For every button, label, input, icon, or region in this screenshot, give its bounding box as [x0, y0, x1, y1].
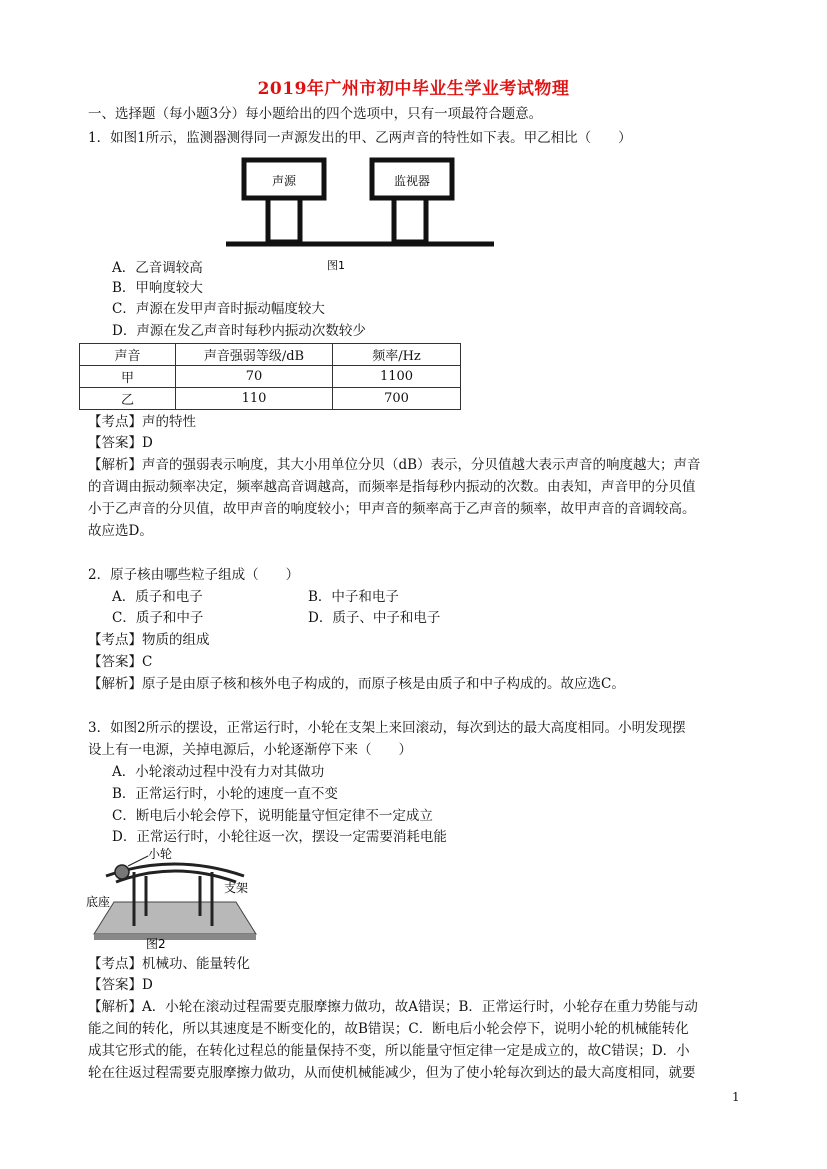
q1-analysis-line: 小于乙声音的分贝值，故甲声音的响度较小；甲声音的频率高于乙声音的频率，故甲声音的音调较高。 — [88, 501, 696, 517]
q1-option-a: A．乙音调较高 — [112, 260, 203, 276]
page-title: 2019年广州市初中毕业生学业考试物理 — [257, 79, 570, 99]
q2-stem: 2．原子核由哪些粒子组成（ ） — [88, 567, 300, 583]
q3-option-a: A．小轮滚动过程中没有力对其做功 — [112, 764, 325, 780]
stand-label: 支架 — [224, 881, 249, 895]
q3-stem-line: 设上有一电源，关掉电源后，小轮逐渐停下来（ ） — [88, 742, 412, 758]
base-edge — [94, 934, 256, 940]
q2-option-c: C．质子和中子 — [112, 610, 204, 626]
source-stand — [268, 198, 300, 242]
q2-option-d: D．质子、中子和电子 — [308, 610, 441, 626]
q3-option-b: B．正常运行时，小轮的速度一直不变 — [112, 786, 338, 802]
q3-stem-line: 3．如图2所示的摆设，正常运行时，小轮在支架上来回滚动，每次到达的最大高度相同。小明发现摆 — [88, 720, 686, 736]
leader-line — [128, 856, 148, 866]
q3-analysis-line: 【解析】A．小轮在滚动过程需要克服摩擦力做功，故A错误；B．正常运行时，小轮存在重力势能与动 — [88, 999, 698, 1015]
q3-option-d: D．正常运行时，小轮往返一次，摆设一定需要消耗电能 — [112, 829, 447, 845]
table-cell: 700 — [333, 388, 461, 410]
q1-table — [79, 343, 461, 410]
q2-analysis: 【解析】原子是由原子核和核外电子构成的，而原子核是由质子和中子构成的。故应选C。 — [88, 676, 625, 692]
q3-option-c: C．断电后小轮会停下，说明能量守恒定律不一定成立 — [112, 808, 433, 824]
page-number: 1 — [732, 1090, 740, 1104]
q2-kaodian: 【考点】物质的组成 — [88, 632, 210, 648]
table-header-row — [80, 344, 461, 366]
q1-analysis-line: 故应选D。 — [88, 523, 153, 539]
q3-analysis-line: 成其它形式的能，在转化过程总的能量保持不变，所以能量守恒定律一定是成立的，故C错误；D．小 — [88, 1043, 690, 1059]
figure-1-caption: 图1 — [327, 259, 345, 272]
q1-kaodian: 【考点】声的特性 — [88, 414, 196, 430]
wheel-icon — [115, 865, 129, 879]
table-cell: 1100 — [333, 366, 461, 388]
monitor-stand — [394, 198, 426, 242]
monitor-label: 监视器 — [393, 174, 431, 188]
q2-option-b: B．中子和电子 — [308, 589, 399, 605]
q1-option-c: C．声源在发甲声音时振动幅度较大 — [112, 301, 325, 317]
q1-answer: 【答案】D — [88, 435, 153, 451]
q3-kaodian: 【考点】机械功、能量转化 — [88, 956, 250, 972]
section-heading: 一、选择题（每小题3分）每小题给出的四个选项中，只有一项最符合题意。 — [88, 106, 543, 122]
base-label: 底座 — [86, 895, 111, 909]
q1-analysis-line: 的音调由振动频率决定，频率越高音调越高，而频率是指每秒内振动的次数。由表知，声音甲的分贝值 — [88, 479, 696, 495]
table-row — [80, 366, 461, 388]
q3-analysis-line: 能之间的转化，所以其速度是不断变化的，故B错误；C．断电后小轮会停下，说明小轮的机械能转化 — [88, 1021, 689, 1037]
table-cell: 70 — [176, 366, 333, 388]
source-label: 声源 — [271, 174, 297, 188]
q1-analysis-line: 【解析】声音的强弱表示响度，其大小用单位分贝（dB）表示，分贝值越大表示声音的响度越大；声音 — [88, 457, 701, 473]
figure-1 — [226, 156, 496, 276]
table-header: 声音 — [80, 344, 176, 366]
q2-answer: 【答案】C — [88, 654, 153, 670]
figure-2-caption: 图2 — [146, 937, 166, 950]
wheel-label: 小轮 — [148, 847, 173, 861]
table-cell: 甲 — [80, 366, 176, 388]
base-plate — [94, 902, 256, 934]
figure-2 — [86, 846, 266, 950]
table-header: 频率/Hz — [333, 344, 461, 366]
q1-option-d: D．声源在发乙声音时每秒内振动次数较少 — [112, 323, 366, 339]
q1-option-b: B．甲响度较大 — [112, 280, 203, 296]
q3-answer: 【答案】D — [88, 977, 153, 993]
table-cell: 110 — [176, 388, 333, 410]
q2-option-a: A．质子和电子 — [112, 589, 203, 605]
table-cell: 乙 — [80, 388, 176, 410]
table-header: 声音强弱等级/dB — [176, 344, 333, 366]
q3-analysis-line: 轮在往返过程需要克服摩擦力做功，从而使机械能减少，但为了使小轮每次到达的最大高度相同，就要 — [88, 1065, 696, 1081]
q1-stem: 1．如图1所示，监测器测得同一声源发出的甲、乙两声音的特性如下表。甲乙相比（ ） — [88, 130, 632, 146]
table-row — [80, 388, 461, 410]
